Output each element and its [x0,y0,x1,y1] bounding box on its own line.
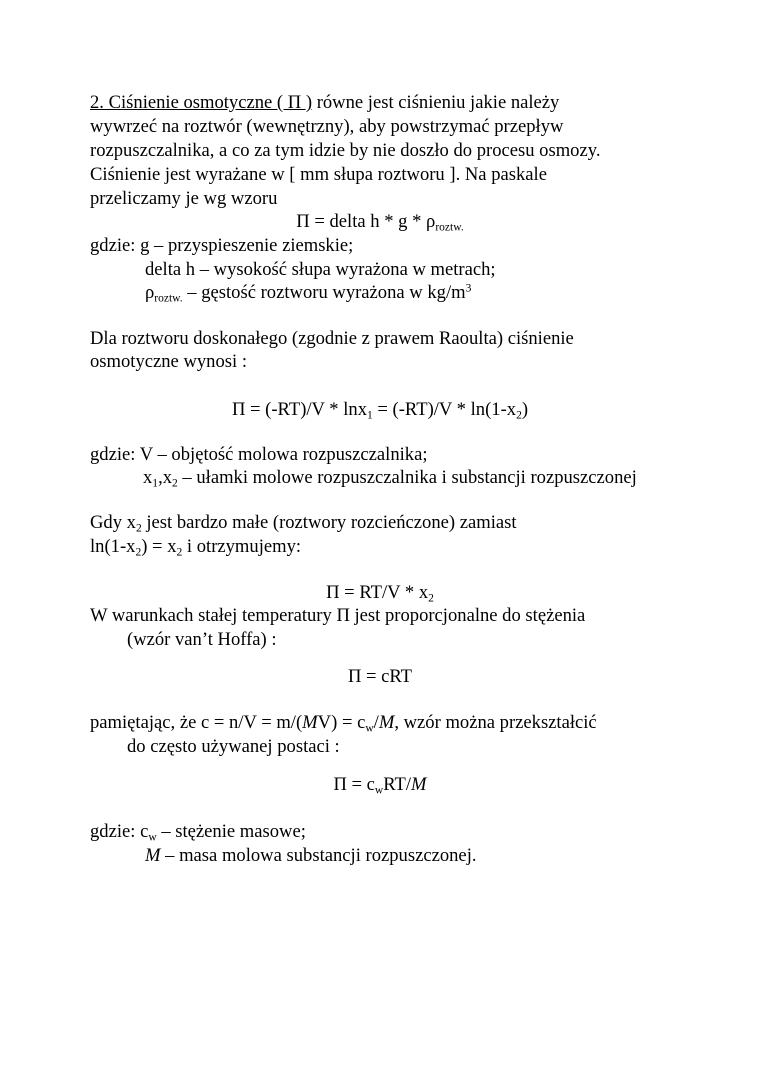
intro-line-1: 2. Ciśnienie osmotyczne ( Π ) równe jest ciśnieniu jakie należy [90,92,560,113]
remember-line-2: do często używanej postaci : [127,736,340,757]
where-cw: gdzie: $c_w$ – stężenie masowe; [90,821,306,844]
where-g: gdzie: g – przyspieszenie ziemskie; [90,235,354,256]
ideal-line-1: Dla roztworu doskonałego (zgodnie z prawem Raoulta) ciśnienie [90,328,574,349]
vanthoff-line-1: W warunkach stałej temperatury Π jest proporcjonalne do stężenia [90,605,586,626]
where-v: gdzie: V – objętość molowa rozpuszczalnika; [90,444,428,465]
vanthoff-line-2: (wzór van’t Hoffa) : [127,629,277,650]
remember-line-1: pamiętając, że $c = n/V = m/(MV) = c_w/M$, wzór można przekształcić [90,712,597,735]
formula-ideal: $\Pi = (-RT)/V * \ln x_1 = (-RT)/V * \ln(1-x_2)$ [231,399,529,422]
formula-vanthoff: Π = cRT [347,666,413,687]
where-rho: $\rho_{roztw.}$ – gęstość roztworu wyrażona w $kg/m^3$ [145,282,472,305]
formula-pressure: Π = delta h * g * $\rho_{roztw.}$ [296,211,464,234]
section-heading: 2. Ciśnienie osmotyczne ( Π ) [90,92,313,113]
dilute-line-2: $\ln(1-x_2) = x_2$ i otrzymujemy: [90,536,302,559]
intro-line-4: Ciśnienie jest wyrażane w [ mm słupa roztworu ]. Na paskale [90,164,547,185]
intro-line-5: przeliczamy je wg wzoru [90,188,278,209]
where-x: $x_1,x_2$ – ułamki molowe rozpuszczalnika i substancji rozpuszczonej [143,467,637,490]
where-h: delta h – wysokość słupa wyrażona w metrach; [145,259,496,280]
formula-dilute: $\Pi = RT/V * x_2$ [326,582,434,605]
ideal-line-2: osmotyczne wynosi : [90,351,247,372]
where-M: M – masa molowa substancji rozpuszczonej. [145,845,477,866]
intro-line-2: wywrzeć na roztwór (wewnętrzny), aby powstrzymać przepływ [90,116,564,137]
formula-mass: $\Pi = c_wRT/M$ [333,774,427,797]
dilute-line-1: Gdy $x_2$ jest bardzo małe (roztwory rozcieńczone) zamiast [90,512,517,535]
intro-line-3: rozpuszczalnika, a co za tym idzie by nie doszło do procesu osmozy. [90,140,601,161]
